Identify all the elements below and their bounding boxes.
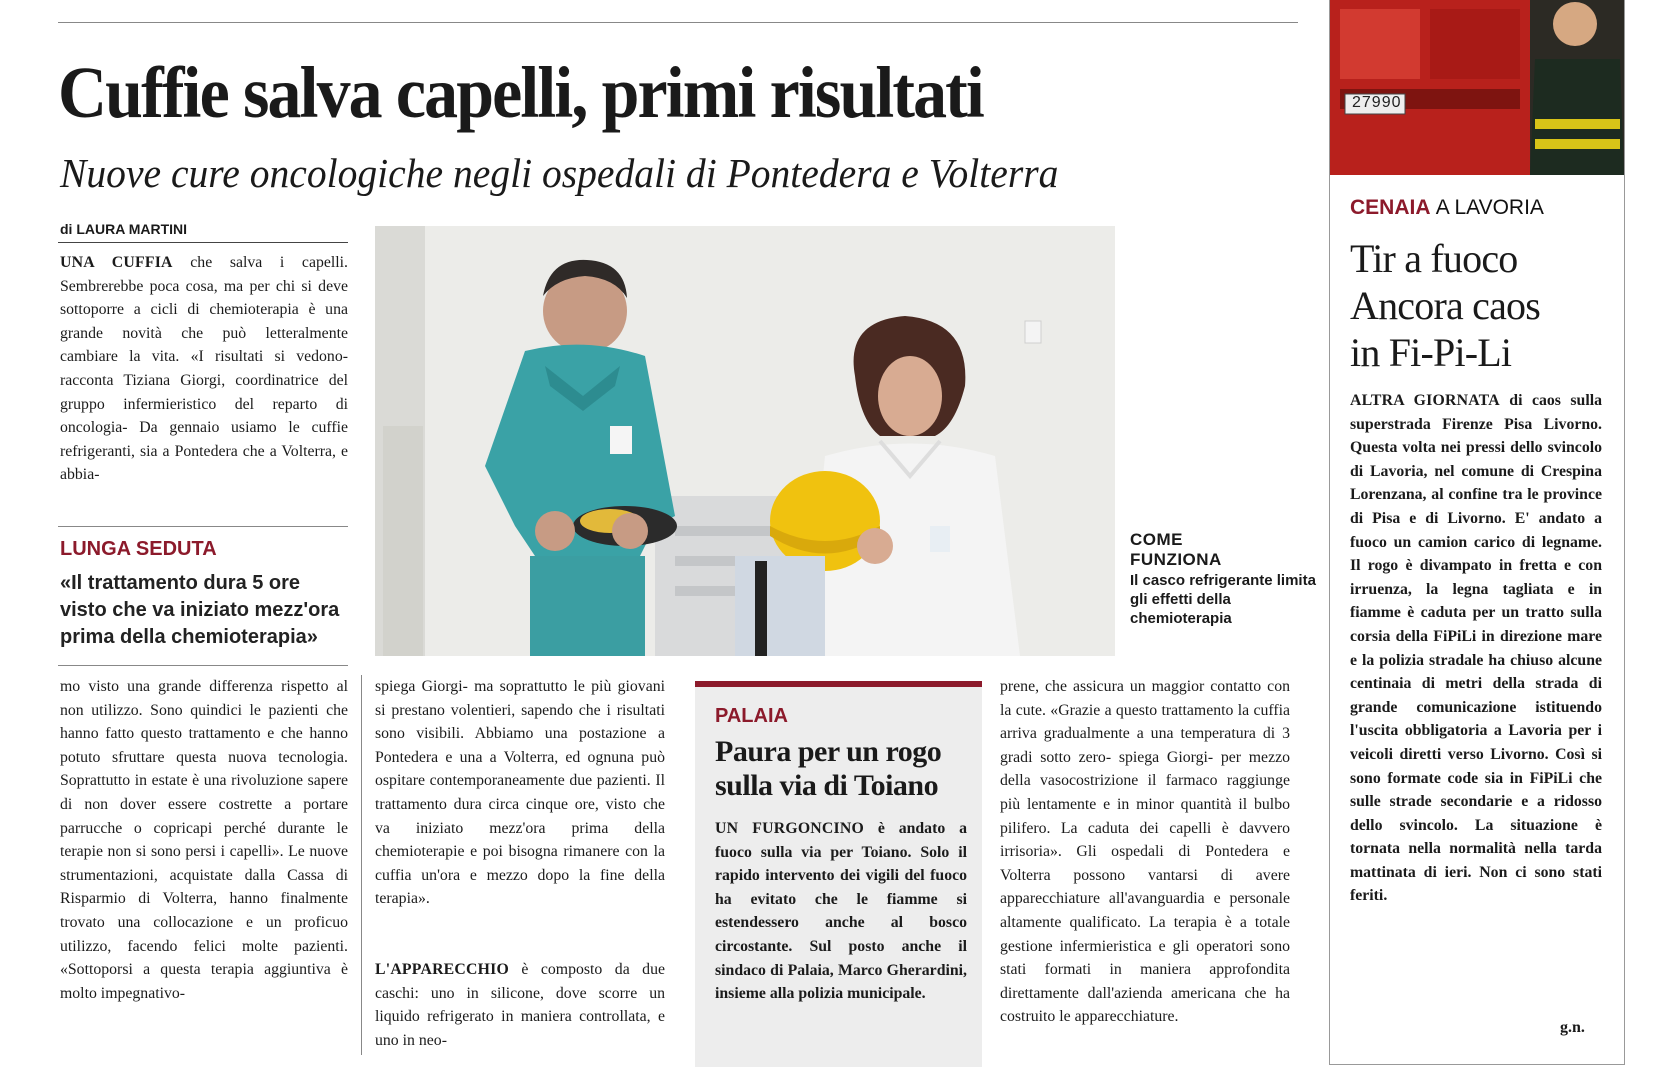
article-col1-top (60, 251, 348, 487)
photo-caption-text: Il casco refrigerante limita gli effetti della chemioterapia (1130, 572, 1316, 627)
article-col1-bottom (60, 675, 348, 1005)
pullquote-rule (58, 526, 348, 527)
article-photo (375, 226, 1115, 656)
sidebar-kicker-cenaia: CENAIA (1350, 196, 1431, 219)
sidebar-signature: g.n. (1560, 1019, 1585, 1036)
pullquote-text: «Il trattamento dura 5 ore visto che va iniziato mezz'ora prima della chemioterapia» (60, 572, 340, 648)
lead-una-cuffia: UNA CUFFIA (60, 254, 173, 271)
col2-text: spiega Giorgi- ma soprattutto le più giovani si prestano volentieri, sapendo che i risultati sono visibili. Abbiamo una postazione a Pontedera e una a Volterra, ed ognuna può ospitare contemporaneamente due pazienti. Il trattamento dura circa cinque ore, visto che va iniziato mezz'ora prima della chemioterapie e poi bisogna rimanere con la cuffia un'ora e mezzo dopo la fine della terapia». (375, 678, 665, 908)
palaia-body: è andato a fuoco sulla via per Toiano. Solo il rapido intervento dei vigili del fuoco ha evitato che le fiamme si estendessero anche al bosco circostante. Sul posto anche il sindaco di Palaia, Marco Gherardini, insieme alla polizia municipale. (715, 820, 967, 1003)
col4-text: prene, che assicura un maggior contatto con la cute. «Grazie a questo trattamento la cuffia arriva gradualmente a una temperatura di 3 gradi sotto zero- spiega Giorgi- per mezzo della vasocostrizione il farmaco raggiunge più lentamente e in minor quantità il bulbo pilifero. La caduta dei capelli è davvero irrisoria». Gli ospedali di Pontedera e Volterra possono vantarsi di avere apparecchiature all'avanguardia e personale altamente qualificato. La terapia è a totale gestione infermieristica e gli operatori sono stati formati in maniera approfondita direttamente dall'azienda americana che ha costruito le apparecchiature. (1000, 678, 1290, 1026)
pullquote-kicker: LUNGA SEDUTA (60, 538, 217, 560)
sidebar-text (1350, 389, 1602, 908)
col-divider-1 (361, 675, 362, 1055)
col2-text2: è composto da due caschi: uno in silicone, dove scorre un liquido refrigerato in maniera controllata, e uno in neo- (375, 961, 665, 1049)
sidebar-kicker-rest: A LAVORIA (1435, 196, 1544, 219)
photo-illustration (375, 226, 1115, 656)
article-col2-apparecchio (375, 958, 665, 1052)
sidebar-body: di caos sulla superstrada Firenze Pisa Livorno. Questa volta nei pressi dello svincolo di Lavoria, nel comune di Crespina Lorenzana, al confine tra le province di Pisa e di Livorno. E' andato a fuoco un camion carico di legname. Il rogo è divampato in fretta e con irruenza, la legna tagliata e in fiamme è caduta per un tratto sulla corsia della FiPiLi in direzione mare e la polizia stradale ha chiuso alcune centinaia di metri della strada di grande comunicazione istituendo l'uscita obbligatoria a Lavoria per i veicoli diretti verso Livorno. Così si sono formate code sia in FiPiLi che sulle strade secondarie e a ridosso dello svincolo. La situazione è tornata nella normalità nella tarda mattinata di ieri. Non ci sono stati feriti. (1350, 392, 1602, 905)
byline: di LAURA MARTINI (60, 221, 188, 237)
caption-head-line1: COME (1130, 530, 1183, 549)
palaia-text (715, 817, 967, 1006)
palaia-title: Paura per un rogo sulla via di Toiano (715, 735, 942, 802)
article-col2 (375, 675, 665, 911)
article-col4 (1000, 675, 1290, 1029)
sidebar-photo (1330, 0, 1624, 175)
truck-plate: 27990 (1352, 94, 1402, 111)
headline: Cuffie salva capelli, primi risultati (58, 52, 983, 133)
sidebar-title (1350, 235, 1620, 376)
photo-caption-heading (1130, 530, 1310, 570)
fire-truck-illustration (1330, 0, 1624, 175)
col1-text: che salva i capelli. Sembrerebbe poca cosa, ma per chi si deve sottoporre a cicli di chemioterapia è una grande novità che può letteralmente cambiare la vita. «I risultati si vedono- racconta Tiziana Giorgi, coordinatrice del gruppo infermieristico del reparto di oncologia- Da gennaio usiamo le cuffie refrigeranti, sia a Pontedera che a Volterra, e abbia- (60, 254, 348, 484)
lead-furgoncino: UN FURGONCINO (715, 820, 864, 837)
caption-head-line2: FUNZIONA (1130, 550, 1222, 569)
sidebar-kicker (1350, 195, 1544, 220)
sidebar-article (1329, 0, 1625, 1065)
sidebar-title-line2: Ancora caos (1350, 283, 1540, 328)
lead-apparecchio: L'APPARECCHIO (375, 961, 509, 978)
subtitle: Nuove cure oncologiche negli ospedali di Pontedera e Volterra (60, 150, 1059, 196)
byline-rule (58, 242, 348, 243)
palaia-kicker: PALAIA (715, 705, 788, 727)
palaia-box (695, 681, 982, 1067)
pullquote-bottom-rule (58, 665, 348, 666)
sidebar-title-line3: in Fi-Pi-Li (1350, 330, 1512, 375)
lead-altra-giornata: ALTRA GIORNATA (1350, 392, 1500, 409)
sidebar-title-line1: Tir a fuoco (1350, 236, 1518, 281)
top-rule (58, 22, 1298, 23)
col1-cont-text: mo visto una grande differenza rispetto al non utilizzo. Sono quindici le pazienti che hanno fatto questo trattamento e che hanno potuto sfruttare questa nuova tecnologia. Soprattutto in estate è una rivoluzione sapere di non dover essere costrette a portare parrucche o copricapi perché durante le terapie non si sono persi i capelli». Le nuove strumentazioni, acquistate dalla Cassa di Risparmio di Volterra, hanno finalmente trovato una collocazione e un proficuo utilizzo, facendo felici molte pazienti. «Sottoporsi a questa terapia aggiuntiva è molto impegnativo- (60, 678, 348, 1002)
